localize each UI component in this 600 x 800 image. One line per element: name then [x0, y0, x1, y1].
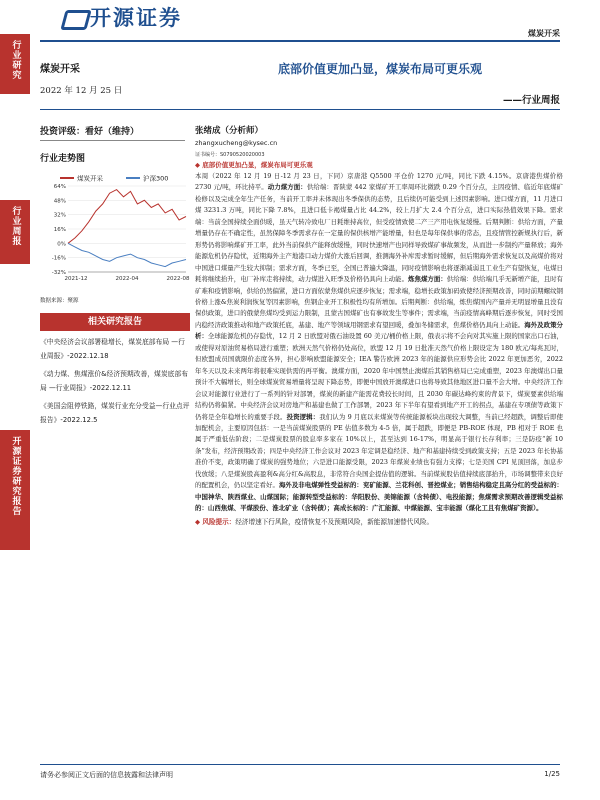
related-reports-list: [40, 336, 190, 432]
investment-logic-label: 投资逻辑：: [286, 412, 320, 421]
legend-label-coal: 煤炭开采: [77, 174, 103, 183]
side-strip-weekly: 行业周报: [0, 200, 30, 264]
analyst-cert: 证书编号：S0790520020003: [195, 152, 265, 158]
logo-text: 开源证券: [90, 6, 182, 30]
related-report-link[interactable]: 《中央经济会议部署稳增长，煤炭底部布局 —行业周报》-2022.12.18: [40, 338, 185, 360]
body-intro: 本周（2022 年 12 月 19 日-12 月 23 日，下同）京唐港 Q5500 平仓价 1270 元/吨，同比下跌 4.15%。京唐港焦煤价格 2730 元/吨，环比持平。: [195, 172, 563, 192]
report-subtitle: ——行业周报: [502, 95, 560, 106]
thermal-coal-text: 供给端：晋陕蒙 442 家煤矿开工率周环比微跌 0.29 个百分点，主因疫情、临近年底煤矿检修以及完成全年生产任务，当前开工率并未体现出冬季保供的态势，且后续仍可能受到上述因素影响。进口煤方面，11 月进口煤 3231.3 万吨，同比下降 7.8%，且进口低卡褐煤量占比 44.2%，较上月扩大 2.4 个百分点，进口实际热值效果下降。需求端：当前全国持续全面供暖，虽天气转冷致电厂日耗维持高位，但受疫情致使二产三产用电恢复缓慢。后期判断：供给方面，产量增量仍存在不确定性，虽然保障冬季需求存在一定量的保供核增产能增量，但也是每年保供事的常态，且疫情管控新规执行后，新形势仍将影响煤矿开工率，此外当前保供产能释放缓慢，同时快速增产也同样导致煤矿事故频发，从而进一步制约产量释放；海外能源危机仍存隐忧，近期海外主产地港口动力煤价大涨后回调，推测海外补库需求暂时缓解，但后期海外需求恢复以及高煤价将对中国进口煤量产生较大抑制；需求方面，冬季已至，全国已普遍大降温，同时疫情影响也将逐渐减弱且工业生产有望恢复，电煤日耗将继续抬升，电厂补库走将持续，动力煤进入旺季及价格仍具向上动能。: [195, 183, 563, 284]
legend-label-hs300: 沪深300: [143, 174, 169, 183]
footer-disclaimer: 请务必参阅正文后面的信息披露和法律声明: [40, 771, 173, 779]
analyst-name: 张绪成（分析师）: [195, 126, 264, 136]
brand-logo: [62, 0, 182, 34]
risk-label: ◆ 风险提示：: [195, 517, 236, 526]
y-tick-label: 32%: [53, 212, 66, 219]
series-line-hs300: [68, 243, 186, 266]
x-tick-label: 2022-04: [115, 276, 139, 282]
investment-logic-text: 我们认为 9 月底以来煤炭等传统能源板块出现较大调整，当前已经超跌，调整后即使加配机会，主要原因包括：一是当前煤炭股票的 PE 估值多数为 4-5 倍，属于超跌，即便是 PB-ROE 体现，PB 相对于 ROE 也属于严重低估阶段；二是煤炭股票的股息率多家在 10%以上，甚至达到 16-17%，明显高于银行长存利率；三是防疫“新 10 条”发布，经济预期改善；四是中央经济工作会议对 2023 年定调是稳经济、地产和基建持续受到政策支持；五是 2023 年长协基准价不变，政策明确了煤炭的强势地位；六是进口能源受限，2023 年煤炭业绩也有强力支撑；七是美国 CPI 见顶回落，加息步伐放缓；八是煤炭股高盈利&高分红&高股息，非常符合央国企提估值的逻辑。当前煤炭股估值持续底部抬升，市场调整带来良好的配置机会，仍以坚定看好。: [195, 412, 563, 490]
coking-coal-label: 炼焦煤方面：: [408, 275, 447, 284]
rating-divider: [40, 140, 185, 141]
page-number: 1/25: [544, 770, 560, 778]
side-strip-research: 行业研究: [0, 34, 30, 94]
footer-divider: [40, 764, 560, 765]
overseas-policy-text: 全球能源危机仍存隐忧，12 月 2 日欧盟对俄石油设置 60 美元/桶价格上限，俄表示将不会向对其实施上限的国家出口石油，或使得对原油贸易格局进行重塑；欧洲天然气价格仍处高位，欧盟 12 月 19 日批准天然气价格上限设定为 180 欧元/每兆瓦时，但欧盟成员国就限价态度各异，担心影响欧盟能源安全；IEA 警告欧洲 2023 年的能源供应形势会比 2022 年更加恶劣，2022 年冬天以及未来两年将很难实现供需的再平衡。澳煤方面，2020 年中国禁止澳煤后其销售格局已完成重塑，2023 年澳煤出口量预计不大幅增长，则全球煤炭贸易增量将呈现下降态势，即便中国放开澳煤进口也将导致其他地区进口量不会大增。中央经济工作会议对能源行业进行了一系列的针对部署，煤炭的新建产能需花费较长时间，且 2030 年碳达峰约束的背景下，煤炭要素供给端结构仍将偏紧。中央经济会议对房地产和基建也做了工作部署，2023 年下半年有望看到地产开工的拐点，基建在专项债等政策下仍将是全年稳增长的重要手段。: [195, 332, 563, 421]
x-axis: [65, 276, 190, 282]
chart-series: [68, 190, 186, 267]
risk-text: 经济增速下行风险，疫情恢复不及预期风险，新能源加速替代风险。: [235, 517, 434, 526]
y-tick-label: -32%: [51, 270, 66, 276]
overseas-policy-label: 海外及政策分析：: [195, 320, 563, 341]
body-headline: ◆ 底部价值更加凸显，煤炭布局可更乐观: [195, 161, 313, 169]
risk-warning: [195, 517, 563, 528]
y-tick-label: 64%: [53, 184, 66, 190]
coking-coal-text: 供给端：供给端几乎无新增产能，且时有矿难和疫情影响，供给仍然偏紧，进口方面依蒙焦煤供应逐步恢复；需求端，稳增长政策加码致使经济预期改善，同时前期螺纹钢价格上涨&焦炭利润恢复等因素影响，焦钢企业开工积极性均有所增加。后期判断：供给端，炼焦煤国内产量并无明显增量且没有保供政策，进口的俄蒙焦煤均受到运力限制，且蒙古国煤矿也有事故发生等事件；需求端，当前疫情高峰期后逐步恢复，同时受国内稳经济政策推动和地产政策托底，基建、地产等领域用钢需求有望回暖，叠加冬储需求，焦煤价格仍具向上动能。: [195, 275, 563, 329]
industry-trend-chart: [40, 172, 190, 292]
y-axis: [52, 184, 186, 276]
y-tick-label: 16%: [53, 227, 66, 233]
related-reports-heading: 相关研究报告: [40, 313, 190, 331]
body-paragraph: [195, 171, 563, 515]
report-date: 2022 年 12 月 25 日: [40, 86, 123, 96]
report-body: [195, 160, 563, 752]
x-tick-label: 2022-08: [166, 276, 190, 282]
y-tick-label: -16%: [51, 255, 66, 262]
y-tick-label: 48%: [53, 198, 66, 205]
investment-rating: 投资评级：看好（维持）: [40, 127, 140, 137]
side-strip-report: 开源证券研究报告: [0, 430, 30, 550]
beneficiary-stocks: 海外及非电煤弹性受益标的：兖矿能源、兰花科创、晋控煤业；销售结构稳定且高分红的受益标的：中国神华、陕西煤业、山煤国际；能源转型受益标的：华阳股份、美锦能源（含转债）、电投能源；焦煤需求预期改善逻辑受益标的：山西焦煤、平煤股份、淮北矿业（含转债）；高成长标的：广汇能源、中煤能源、宝丰能源（煤化工且有焦煤矿资源）。: [195, 481, 563, 513]
report-title: 底部价值更加凸显，煤炭布局可更乐观: [277, 62, 482, 76]
related-report-link[interactable]: 《美国会阻停铁路，煤炭行业充分受益—行业点评报告》-2022.12.5: [40, 402, 190, 424]
header-industry-tag: 煤炭开采: [528, 29, 560, 38]
title-divider: [40, 109, 560, 110]
chart-source: 数据来源：聚源: [40, 298, 79, 304]
analyst-email[interactable]: zhangxucheng@kysec.cn: [195, 139, 278, 147]
series-line-coal: [68, 190, 186, 244]
header-divider: [40, 40, 560, 42]
thermal-coal-label: 动力煤方面：: [267, 183, 307, 192]
trend-heading: 行业走势图: [40, 154, 86, 164]
related-report-link[interactable]: 《动力煤、焦煤涨价&经济预期改善，煤炭底部布局 —行业周报》-2022.12.11: [40, 370, 189, 392]
x-tick-label: 2021-12: [64, 276, 88, 282]
logo-mark-icon: [62, 6, 84, 28]
y-tick-label: 0%: [57, 241, 66, 248]
chart-legend: [60, 174, 168, 183]
industry-label: 煤炭开采: [40, 64, 80, 75]
